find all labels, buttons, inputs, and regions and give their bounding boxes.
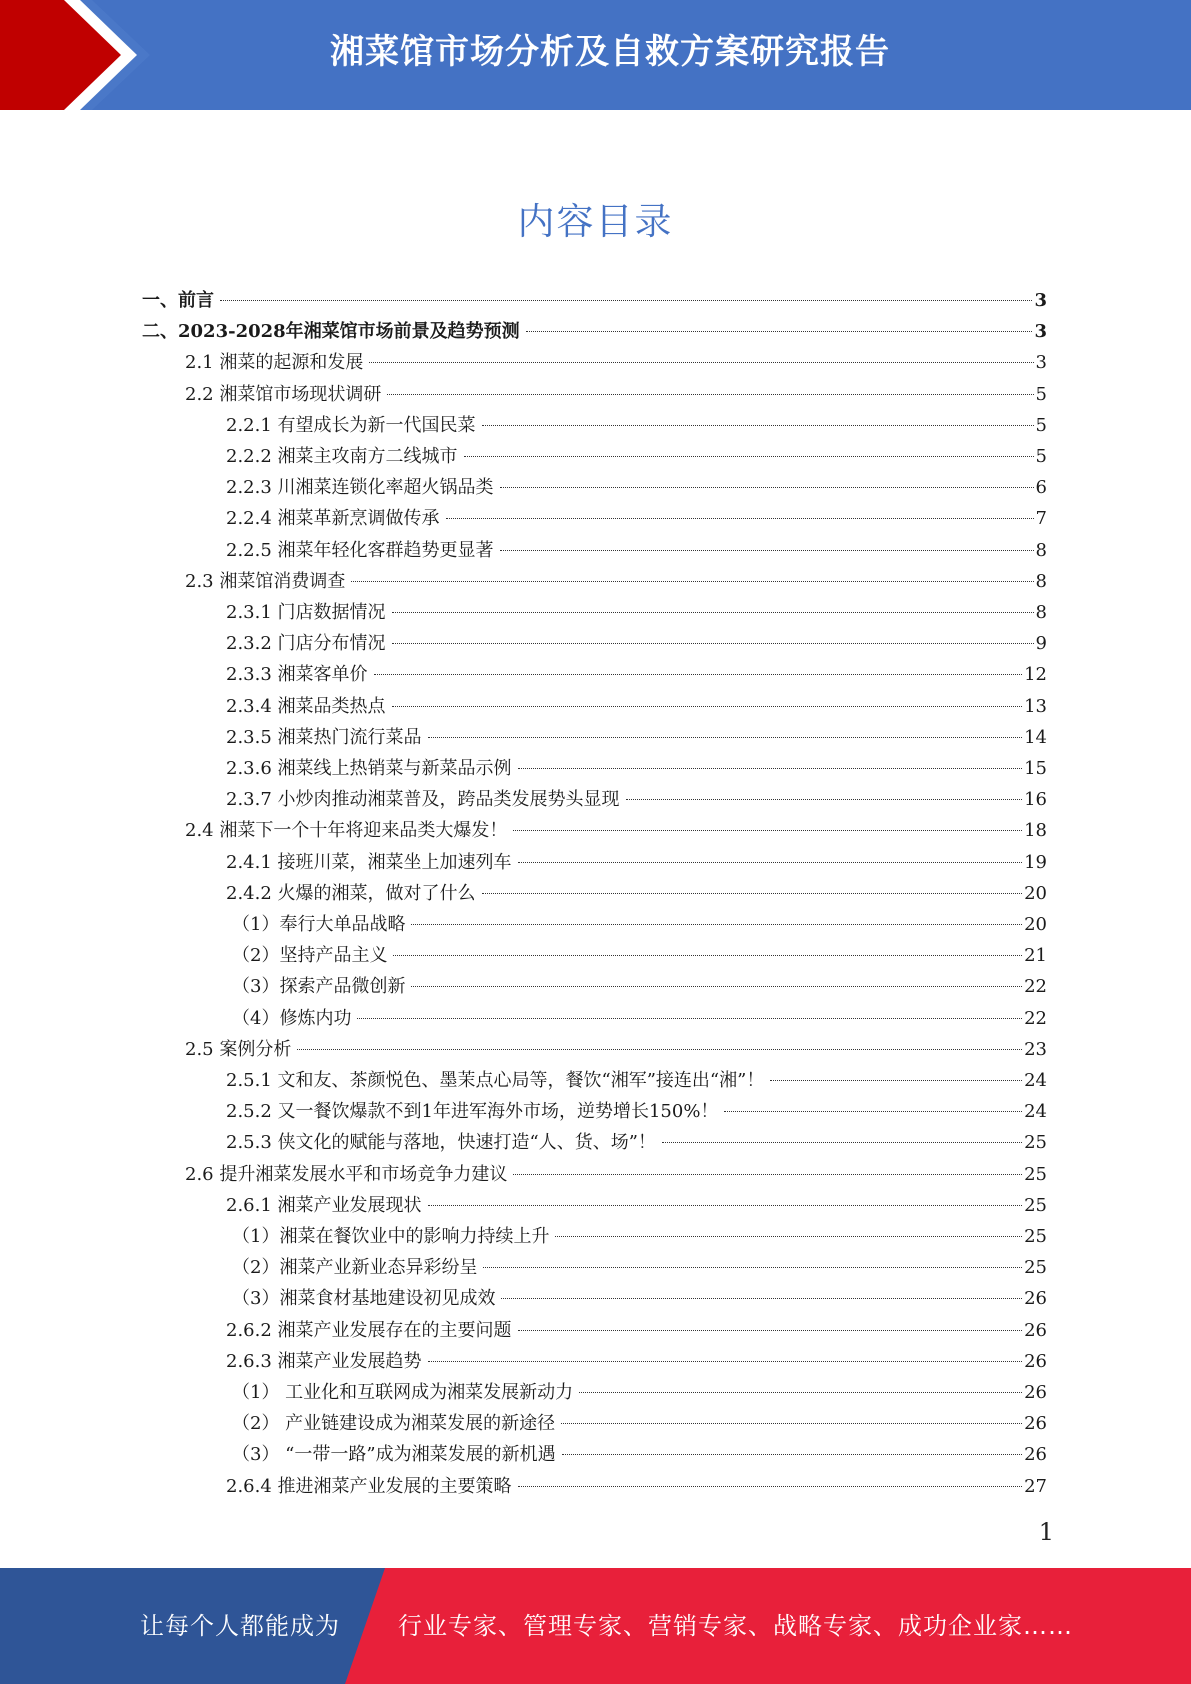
toc-entry-page: 19 xyxy=(1024,851,1047,873)
toc-entry-label: 2.3.5 湘菜热门流行菜品 xyxy=(226,726,422,748)
dot-leader xyxy=(392,612,1034,613)
toc-entry[interactable] xyxy=(226,441,1047,472)
toc-entry[interactable] xyxy=(226,535,1047,566)
toc-entry-label: 2.6.1 湘菜产业发展现状 xyxy=(226,1194,422,1216)
toc-entry[interactable] xyxy=(185,347,1047,378)
toc-entry-page: 25 xyxy=(1024,1226,1047,1247)
dot-leader xyxy=(555,1236,1022,1237)
toc-entry-page: 8 xyxy=(1035,570,1047,592)
toc-entry-page: 23 xyxy=(1024,1038,1047,1060)
toc-entry[interactable] xyxy=(226,503,1047,534)
toc-entry-page: 3 xyxy=(1034,290,1047,311)
toc-entry[interactable] xyxy=(226,1127,1047,1158)
dot-leader xyxy=(464,456,1034,457)
toc-entry-page: 25 xyxy=(1024,1163,1047,1185)
dot-leader xyxy=(662,1142,1022,1143)
toc-entry[interactable] xyxy=(226,1065,1047,1096)
toc-entry-page: 5 xyxy=(1035,446,1047,467)
toc-entry-page: 26 xyxy=(1024,1444,1047,1466)
toc-entry-label: 2.4.2 火爆的湘菜，做对了什么 xyxy=(226,882,476,904)
dot-leader xyxy=(501,1298,1022,1299)
toc-entry[interactable] xyxy=(226,659,1047,690)
dot-leader xyxy=(518,1330,1023,1331)
dot-leader xyxy=(724,1111,1022,1112)
toc-entry-label: （1）奉行大单品战略 xyxy=(232,914,406,935)
toc-entry-page: 25 xyxy=(1024,1132,1047,1154)
toc-entry-label: （2）坚持产品主义 xyxy=(232,945,388,967)
footer-slogan-right: 行业专家、管理专家、营销专家、战略专家、成功企业家…… xyxy=(398,1612,1073,1640)
dot-leader xyxy=(561,1423,1022,1424)
toc-entry[interactable] xyxy=(232,909,1047,940)
dot-leader xyxy=(428,737,1023,738)
dot-leader xyxy=(500,550,1034,551)
dot-leader xyxy=(513,830,1022,831)
dot-leader xyxy=(369,362,1033,363)
toc-entry-label: 2.2.5 湘菜年轻化客群趋势更显著 xyxy=(226,539,494,561)
toc-entry-label: 2.4.1 接班川菜，湘菜坐上加速列车 xyxy=(226,851,512,873)
toc-entry[interactable] xyxy=(226,597,1047,628)
dot-leader xyxy=(411,986,1022,987)
toc-entry-label: 2.2.1 有望成长为新一代国民菜 xyxy=(226,414,476,436)
dot-leader xyxy=(518,1486,1023,1487)
toc-entry[interactable] xyxy=(226,722,1047,753)
toc-entry-label: 2.2.2 湘菜主攻南方二线城市 xyxy=(226,446,458,467)
toc-entry-label: （1） 工业化和互联网成为湘菜发展新动力 xyxy=(232,1382,574,1403)
toc-entry[interactable] xyxy=(185,1034,1047,1065)
toc-entry-label: （4）修炼内功 xyxy=(232,1007,352,1029)
toc-entry[interactable] xyxy=(232,1221,1047,1252)
dot-leader xyxy=(392,643,1034,644)
toc-entry-page: 26 xyxy=(1024,1382,1047,1403)
toc-entry[interactable] xyxy=(226,1471,1047,1502)
toc-entry-label: （3）探索产品微创新 xyxy=(232,976,406,998)
toc-entry-label: 2.5.3 侠文化的赋能与落地，快速打造“人、货、场”！ xyxy=(226,1132,656,1154)
toc-entry-label: 二、2023-2028年湘菜馆市场前景及趋势预测 xyxy=(142,321,520,343)
dot-leader xyxy=(500,487,1034,488)
toc-entry-page: 14 xyxy=(1024,726,1047,748)
toc-entry[interactable] xyxy=(226,847,1047,878)
dot-leader xyxy=(526,331,1033,332)
toc-entry-label: 一、前言 xyxy=(142,290,214,311)
dot-leader xyxy=(770,1080,1022,1081)
dot-leader xyxy=(411,924,1022,925)
toc-entry[interactable] xyxy=(232,1283,1047,1314)
dot-leader xyxy=(428,1205,1023,1206)
toc-entry-page: 26 xyxy=(1024,1413,1047,1435)
dot-leader xyxy=(513,1174,1022,1175)
dot-leader xyxy=(579,1392,1022,1393)
dot-leader xyxy=(446,518,1034,519)
dot-leader xyxy=(387,394,1033,395)
dot-leader xyxy=(297,1049,1022,1050)
toc-entry-label: 2.3.1 门店数据情况 xyxy=(226,602,386,623)
dot-leader xyxy=(482,893,1023,894)
toc-entry[interactable] xyxy=(142,316,1047,347)
toc-entry-label: 2.3.7 小炒肉推动湘菜普及，跨品类发展势头显现 xyxy=(226,789,620,811)
toc-entry-page: 27 xyxy=(1024,1475,1047,1497)
dot-leader xyxy=(357,1018,1022,1019)
toc-entry-page: 26 xyxy=(1024,1319,1047,1341)
toc-entry-page: 20 xyxy=(1024,882,1047,904)
toc-entry[interactable] xyxy=(232,1377,1047,1408)
toc-entry-page: 8 xyxy=(1035,602,1047,623)
toc-entry-label: （3）湘菜食材基地建设初见成效 xyxy=(232,1288,496,1310)
toc-entry[interactable] xyxy=(226,1190,1047,1221)
toc-entry-label: 2.5.2 又一餐饮爆款不到1年进军海外市场，逆势增长150%！ xyxy=(226,1101,719,1123)
report-title: 湘菜馆市场分析及自救方案研究报告 xyxy=(330,32,890,72)
toc-entry-label: （2） 产业链建设成为湘菜发展的新途径 xyxy=(232,1413,556,1435)
toc-entry-page: 18 xyxy=(1024,820,1047,842)
toc-entry[interactable] xyxy=(226,410,1047,441)
toc-entry-page: 7 xyxy=(1035,508,1047,530)
dot-leader xyxy=(351,581,1033,582)
toc-entry-label: （2）湘菜产业新业态异彩纷呈 xyxy=(232,1257,478,1279)
toc-entry-page: 21 xyxy=(1024,945,1047,967)
toc-entry[interactable] xyxy=(232,1408,1047,1439)
toc-entry-page: 24 xyxy=(1024,1070,1047,1091)
dot-leader xyxy=(392,706,1023,707)
dot-leader xyxy=(374,674,1023,675)
dot-leader xyxy=(483,1267,1022,1268)
toc-entry-label: 2.6 提升湘菜发展水平和市场竞争力建议 xyxy=(185,1163,508,1185)
dot-leader xyxy=(518,768,1023,769)
header-banner xyxy=(0,0,1191,110)
toc-entry[interactable] xyxy=(226,472,1047,503)
toc-entry-label: 2.3 湘菜馆消费调查 xyxy=(185,570,346,592)
toc-entry[interactable] xyxy=(226,691,1047,722)
toc-entry-page: 8 xyxy=(1035,539,1047,561)
toc-entry-label: 2.2 湘菜馆市场现状调研 xyxy=(185,383,382,405)
toc-entry-page: 16 xyxy=(1024,789,1047,811)
toc-entry-page: 5 xyxy=(1035,414,1047,436)
toc-entry-label: 2.3.2 门店分布情况 xyxy=(226,633,386,655)
toc-entry-page: 3 xyxy=(1035,352,1047,374)
toc-entry[interactable] xyxy=(185,1159,1047,1190)
toc-entry[interactable] xyxy=(185,566,1047,597)
toc-entry-label: 2.6.2 湘菜产业发展存在的主要问题 xyxy=(226,1319,512,1341)
toc-entry-page: 15 xyxy=(1024,758,1047,779)
footer-slogan-left: 让每个人都能成为 xyxy=(140,1612,340,1640)
toc-entry-label: 2.6.3 湘菜产业发展趋势 xyxy=(226,1350,422,1372)
toc-entry[interactable] xyxy=(232,1252,1047,1283)
footer-banner xyxy=(0,1568,1191,1684)
toc-entry-page: 22 xyxy=(1024,1007,1047,1029)
toc-entry-label: 2.5.1 文和友、茶颜悦色、墨茉点心局等，餐饮“湘军”接连出“湘”！ xyxy=(226,1070,765,1091)
toc-entry[interactable] xyxy=(226,628,1047,659)
toc-entry[interactable] xyxy=(232,971,1047,1002)
dot-leader xyxy=(220,300,1032,301)
toc-entry-page: 26 xyxy=(1024,1288,1047,1310)
toc-entry-page: 12 xyxy=(1024,664,1047,686)
toc-entry-page: 20 xyxy=(1024,914,1047,935)
toc-entry[interactable] xyxy=(226,878,1047,909)
toc-entry[interactable] xyxy=(232,1003,1047,1034)
toc-entry[interactable] xyxy=(185,815,1047,846)
toc-entry[interactable] xyxy=(142,285,1047,316)
toc-entry-label: （1）湘菜在餐饮业中的影响力持续上升 xyxy=(232,1226,550,1247)
toc-entry-label: 2.3.6 湘菜线上热销菜与新菜品示例 xyxy=(226,758,512,779)
toc-entry-page: 9 xyxy=(1035,633,1047,655)
toc-entry[interactable] xyxy=(226,1096,1047,1127)
toc-entry[interactable] xyxy=(226,753,1047,784)
toc-entry-page: 26 xyxy=(1024,1350,1047,1372)
toc-entry-page: 24 xyxy=(1024,1101,1047,1123)
toc-entry[interactable] xyxy=(226,1346,1047,1377)
toc-entry-label: 2.6.4 推进湘菜产业发展的主要策略 xyxy=(226,1475,512,1497)
toc-entry-page: 5 xyxy=(1035,383,1047,405)
page-number: 1 xyxy=(1038,1518,1054,1546)
dot-leader xyxy=(393,955,1022,956)
toc-entry[interactable] xyxy=(226,784,1047,815)
toc-entry[interactable] xyxy=(232,1439,1047,1470)
dot-leader xyxy=(562,1454,1023,1455)
toc-entry[interactable] xyxy=(232,940,1047,971)
toc-entry-page: 25 xyxy=(1024,1194,1047,1216)
dot-leader xyxy=(428,1361,1023,1362)
toc-entry-label: （3） “一带一路”成为湘菜发展的新机遇 xyxy=(232,1444,556,1466)
toc-entry-label: 2.3.3 湘菜客单价 xyxy=(226,664,368,686)
toc-entry-page: 6 xyxy=(1035,477,1047,499)
toc-entry-page: 25 xyxy=(1024,1257,1047,1279)
toc-entry-label: 2.1 湘菜的起源和发展 xyxy=(185,352,364,374)
toc-heading: 内容目录 xyxy=(517,200,674,243)
toc-entry-page: 13 xyxy=(1024,695,1047,717)
toc-entry-page: 3 xyxy=(1034,321,1047,343)
dot-leader xyxy=(518,862,1023,863)
toc-entry-page: 22 xyxy=(1024,976,1047,998)
toc-entry-label: 2.3.4 湘菜品类热点 xyxy=(226,695,386,717)
toc-entry[interactable] xyxy=(185,379,1047,410)
toc-entry-label: 2.5 案例分析 xyxy=(185,1038,292,1060)
dot-leader xyxy=(482,425,1034,426)
toc-entry-label: 2.2.3 川湘菜连锁化率超火锅品类 xyxy=(226,477,494,499)
dot-leader xyxy=(626,799,1023,800)
toc-entry-label: 2.2.4 湘菜革新烹调做传承 xyxy=(226,508,440,530)
toc-entry-label: 2.4 湘菜下一个十年将迎来品类大爆发！ xyxy=(185,820,508,842)
toc-entry[interactable] xyxy=(226,1315,1047,1346)
